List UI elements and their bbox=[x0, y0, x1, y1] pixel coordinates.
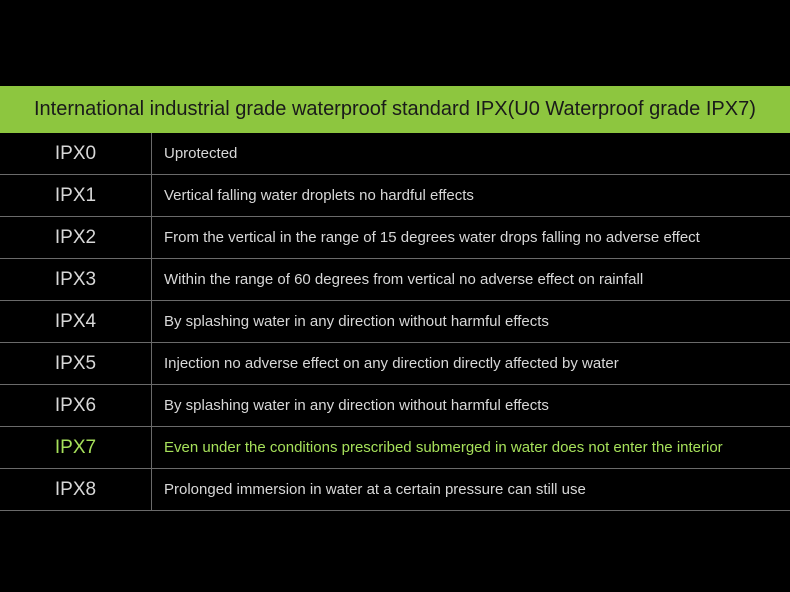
grade-description: Even under the conditions prescribed submerged in water does not enter the interior bbox=[164, 439, 723, 456]
grade-description: Within the range of 60 degrees from vertical no adverse effect on rainfall bbox=[164, 271, 644, 288]
table-row bbox=[0, 385, 790, 427]
title-banner bbox=[0, 86, 790, 133]
grade-description: Uprotected bbox=[164, 145, 238, 162]
grade-description: From the vertical in the range of 15 degrees water drops falling no adverse effect bbox=[164, 229, 700, 246]
grade-description: Prolonged immersion in water at a certain pressure can still use bbox=[164, 481, 586, 498]
grade-description: By splashing water in any direction without harmful effects bbox=[164, 313, 549, 330]
table-row bbox=[0, 175, 790, 217]
table-row bbox=[0, 469, 790, 511]
table-row bbox=[0, 343, 790, 385]
page-title: International industrial grade waterproof standard IPX(U0 Waterproof grade IPX7) bbox=[34, 98, 756, 120]
grade-description: By splashing water in any direction without harmful effects bbox=[164, 397, 549, 414]
grade-code: IPX8 bbox=[0, 469, 152, 510]
grade-description: Vertical falling water droplets no hardful effects bbox=[164, 187, 474, 204]
grade-code: IPX5 bbox=[0, 343, 152, 384]
table-row-highlighted bbox=[0, 427, 790, 469]
grade-code: IPX4 bbox=[0, 301, 152, 342]
grade-code: IPX2 bbox=[0, 217, 152, 258]
grade-code: IPX3 bbox=[0, 259, 152, 300]
grade-code: IPX6 bbox=[0, 385, 152, 426]
table-row bbox=[0, 217, 790, 259]
table-row bbox=[0, 259, 790, 301]
grade-description: Injection no adverse effect on any direction directly affected by water bbox=[164, 355, 619, 372]
table-row bbox=[0, 301, 790, 343]
grade-code: IPX7 bbox=[0, 427, 152, 468]
grade-code: IPX0 bbox=[0, 133, 152, 174]
table-row bbox=[0, 133, 790, 175]
waterproof-grade-table bbox=[0, 133, 790, 511]
grade-code: IPX1 bbox=[0, 175, 152, 216]
